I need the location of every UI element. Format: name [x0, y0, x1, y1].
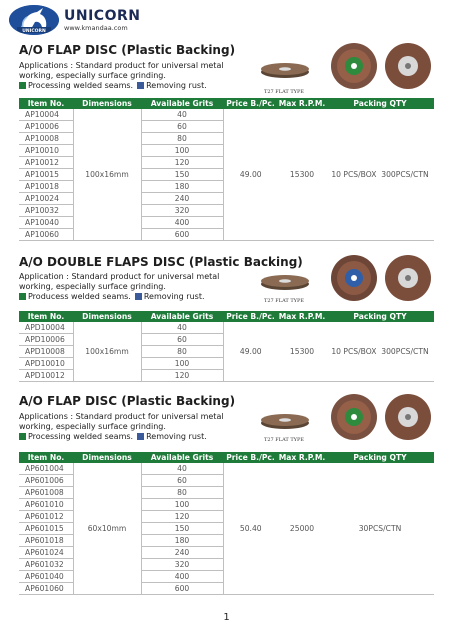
packing-ctn: 300PCS/CTN [381, 347, 429, 356]
col-dimensions: Dimensions [73, 452, 141, 463]
grit: 180 [141, 535, 223, 547]
item-no: AP10008 [19, 133, 73, 145]
green-square-icon [19, 433, 26, 440]
grit: 40 [141, 322, 223, 334]
col-item-no: Item No. [19, 98, 73, 109]
page-header [9, 4, 140, 36]
col-dimensions: Dimensions [73, 311, 141, 322]
item-no: AP601018 [19, 535, 73, 547]
unicorn-logo-icon [9, 5, 59, 35]
item-no: AP10040 [19, 217, 73, 229]
grit: 60 [141, 475, 223, 487]
col-packing: Packing QTY [326, 98, 434, 109]
dimension: 60x10mm [73, 463, 141, 595]
flap-disc-back-icon [385, 43, 431, 89]
col-price: Price B./Pc. [223, 98, 278, 109]
grit: 180 [141, 181, 223, 193]
green-square-icon [19, 82, 26, 89]
grit: 240 [141, 193, 223, 205]
brand-name: UNICORN [64, 7, 141, 24]
col-item-no: Item No. [19, 452, 73, 463]
grit: 600 [141, 583, 223, 595]
dimension: 100x16mm [73, 322, 141, 382]
grit: 120 [141, 370, 223, 382]
table-header-row [19, 452, 434, 463]
item-no: AP10060 [19, 229, 73, 241]
brand-url[interactable]: www.kmandaa.com [64, 23, 128, 32]
rpm: 15300 [278, 322, 326, 382]
packing [326, 109, 434, 241]
double-flap-disc-back-icon [385, 255, 431, 301]
grit: 600 [141, 229, 223, 241]
item-no: AP10032 [19, 205, 73, 217]
item-no: AP601012 [19, 511, 73, 523]
item-no: APD10008 [19, 346, 73, 358]
grit: 40 [141, 109, 223, 121]
section-1-description: Applications : Standard product for universal metal working, especially surface grinding. [19, 61, 224, 80]
section-3-table [19, 452, 434, 595]
legend-item: Processing welded seams. [28, 81, 134, 90]
flap-disc-green-label-icon [331, 394, 377, 440]
item-no: AP601008 [19, 487, 73, 499]
page-number: 1 [223, 612, 230, 623]
item-no: AP10015 [19, 169, 73, 181]
grit: 320 [141, 205, 223, 217]
item-no: AP10024 [19, 193, 73, 205]
dimension: 100x16mm [73, 109, 141, 241]
section-3-legend [19, 432, 207, 441]
packing-ctn: 30PCS/CTN [326, 463, 434, 595]
item-no: AP10006 [19, 121, 73, 133]
legend-item: Removing rust. [143, 292, 205, 301]
grit: 40 [141, 463, 223, 475]
svg-text:UNICORN: UNICORN [22, 29, 46, 34]
section-1-title: A/O FLAP DISC (Plastic Backing) [19, 43, 236, 57]
flap-disc-green-label-icon [331, 43, 377, 89]
col-packing: Packing QTY [326, 311, 434, 322]
grit: 100 [141, 358, 223, 370]
legend-item: Producess welded seams. [28, 292, 131, 301]
item-no: AP601010 [19, 499, 73, 511]
table-row [19, 109, 434, 121]
col-grits: Available Grits [141, 452, 223, 463]
grit: 320 [141, 559, 223, 571]
green-square-icon [19, 293, 26, 300]
table-header-row [19, 98, 434, 109]
rpm: 15300 [278, 109, 326, 241]
grit: 400 [141, 217, 223, 229]
item-no: AP601024 [19, 547, 73, 559]
col-item-no: Item No. [19, 311, 73, 322]
grit: 60 [141, 121, 223, 133]
col-packing: Packing QTY [326, 452, 434, 463]
item-no: AP601006 [19, 475, 73, 487]
section-2-type-label: T27 FLAT TYPE [264, 298, 304, 304]
grit: 120 [141, 157, 223, 169]
legend-item: Removing rust. [146, 81, 207, 90]
section-2-legend [19, 292, 205, 301]
packing-box: 10 PCS/BOX [331, 170, 377, 179]
packing [326, 322, 434, 382]
flap-disc-side-icon [261, 63, 309, 78]
item-no: APD10012 [19, 370, 73, 382]
grit: 150 [141, 523, 223, 535]
packing-ctn: 300PCS/CTN [381, 170, 429, 179]
item-no: AP601032 [19, 559, 73, 571]
item-no: AP10018 [19, 181, 73, 193]
col-grits: Available Grits [141, 98, 223, 109]
legend-item: Processing welded seams. [28, 432, 134, 441]
item-no: AP601015 [19, 523, 73, 535]
col-grits: Available Grits [141, 311, 223, 322]
blue-square-icon [135, 293, 142, 300]
section-1-legend [19, 81, 207, 90]
col-price: Price B./Pc. [223, 311, 278, 322]
table-row [19, 463, 434, 475]
double-flap-disc-side-icon [261, 275, 309, 290]
col-rpm: Max R.P.M. [278, 99, 326, 108]
item-no: AP10010 [19, 145, 73, 157]
item-no: AP601004 [19, 463, 73, 475]
section-3-type-label: T27 FLAT TYPE [264, 437, 304, 443]
section-3-title: A/O FLAP DISC (Plastic Backing) [19, 394, 236, 408]
col-rpm: Max R.P.M. [278, 453, 326, 462]
grit: 80 [141, 487, 223, 499]
grit: 60 [141, 334, 223, 346]
grit: 400 [141, 571, 223, 583]
price: 49.00 [223, 109, 278, 241]
col-rpm: Max R.P.M. [278, 312, 326, 321]
item-no: AP601060 [19, 583, 73, 595]
item-no: APD10006 [19, 334, 73, 346]
item-no: AP10004 [19, 109, 73, 121]
blue-square-icon [137, 82, 144, 89]
section-2-description: Application : Standard product for universal metal working, especially surface grinding. [19, 272, 220, 291]
blue-square-icon [137, 433, 144, 440]
grit: 80 [141, 346, 223, 358]
col-dimensions: Dimensions [73, 98, 141, 109]
grit: 100 [141, 145, 223, 157]
section-2-table [19, 311, 434, 382]
grit: 240 [141, 547, 223, 559]
col-price: Price B./Pc. [223, 452, 278, 463]
item-no: AP601040 [19, 571, 73, 583]
section-1-table [19, 98, 434, 241]
section-3-description: Applications : Standard product for universal metal working, especially surface grinding. [19, 412, 224, 431]
rpm: 25000 [278, 463, 326, 595]
item-no: APD10004 [19, 322, 73, 334]
grit: 150 [141, 169, 223, 181]
flap-disc-side-icon [261, 414, 309, 429]
grit: 100 [141, 499, 223, 511]
table-header-row [19, 311, 434, 322]
section-1-type-label: T27 FLAT TYPE [264, 89, 304, 95]
price: 50.40 [223, 463, 278, 595]
double-flap-disc-blue-label-icon [331, 255, 377, 301]
grit: 120 [141, 511, 223, 523]
section-2-title: A/O DOUBLE FLAPS DISC (Plastic Backing) [19, 255, 303, 269]
legend-item: Removing rust. [146, 432, 207, 441]
table-row [19, 322, 434, 334]
price: 49.00 [223, 322, 278, 382]
section-1-product-images [258, 42, 438, 96]
item-no: AP10012 [19, 157, 73, 169]
flap-disc-back-icon [385, 394, 431, 440]
item-no: APD10010 [19, 358, 73, 370]
grit: 80 [141, 133, 223, 145]
packing-box: 10 PCS/BOX [331, 347, 377, 356]
